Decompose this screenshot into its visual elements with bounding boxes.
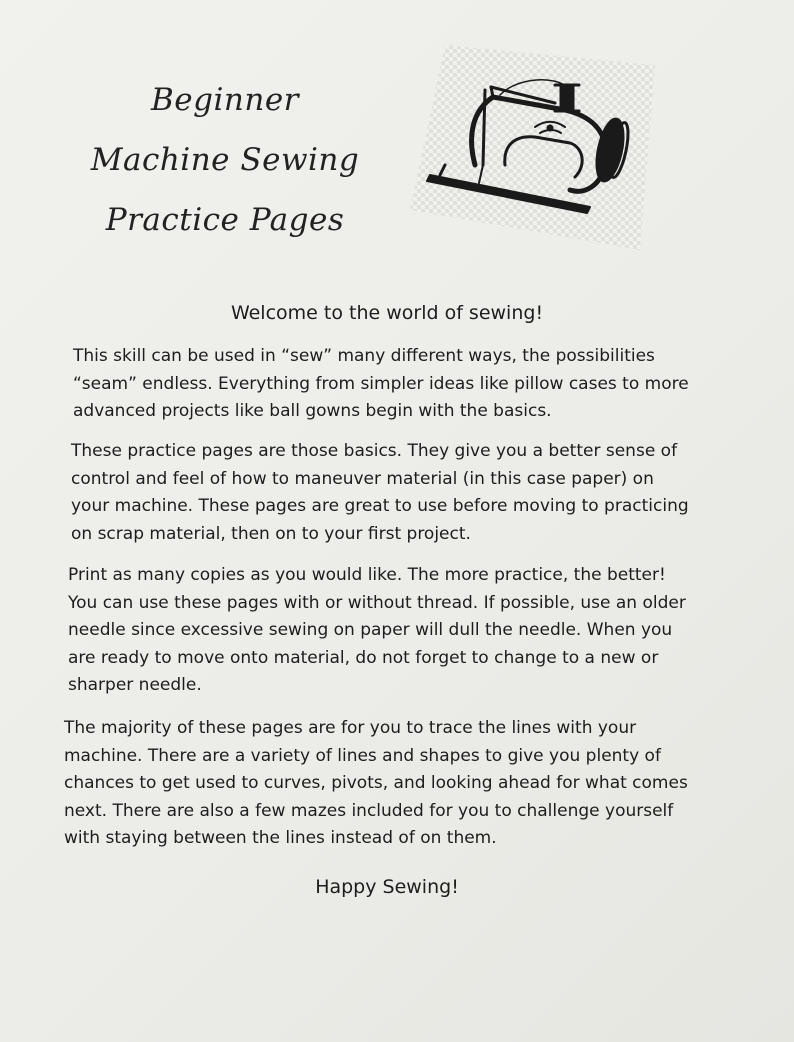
welcome-heading: Welcome to the world of sewing!: [230, 302, 544, 324]
title-line-3: Practice Pages: [105, 202, 345, 238]
paragraph-line: The majority of these pages are for you to trace the lines with your: [64, 718, 637, 738]
paragraph-intro: [73, 343, 689, 426]
page-title: [70, 70, 380, 250]
paragraph-line: needle since excessive sewing on paper will dull the needle. When you: [68, 620, 673, 640]
closing-text: Happy Sewing!: [315, 876, 459, 898]
sewing-machine-icon: [405, 25, 665, 255]
paragraph-line: your machine. These pages are great to use before moving to practicing: [71, 496, 689, 516]
paragraph-tracing: [64, 715, 688, 853]
paragraph-line: This skill can be used in “sew” many different ways, the possibilities: [73, 346, 655, 366]
paragraph-line: “seam” endless. Everything from simpler ideas like pillow cases to more: [73, 373, 689, 394]
sewing-machine-illustration: [405, 25, 665, 255]
paragraph-printing: [68, 562, 686, 700]
paragraph-line: You can use these pages with or without thread. If possible, use an older: [68, 592, 686, 613]
paragraph-line: chances to get used to curves, pivots, and looking ahead for what comes: [64, 773, 688, 793]
paragraph-line: on scrap material, then on to your first project.: [71, 523, 471, 544]
paragraph-basics: [71, 438, 689, 548]
paragraph-line: These practice pages are those basics. They give you a better sense of: [71, 441, 678, 461]
title-line-2: Machine Sewing: [90, 142, 360, 178]
paragraph-line: machine. There are a variety of lines and shapes to give you plenty of: [64, 745, 661, 766]
paragraph-line: with staying between the lines instead of on them.: [64, 828, 497, 848]
paragraph-line: sharper needle.: [68, 675, 202, 695]
paragraph-line: are ready to move onto material, do not forget to change to a new or: [68, 647, 659, 668]
title-line-1: Beginner: [151, 82, 299, 118]
paragraph-line: Print as many copies as you would like. The more practice, the better!: [68, 565, 666, 585]
paragraph-line: control and feel of how to maneuver material (in this case paper) on: [71, 468, 654, 489]
paragraph-line: next. There are also a few mazes included for you to challenge yourself: [64, 800, 674, 821]
paragraph-line: advanced projects like ball gowns begin with the basics.: [73, 401, 552, 421]
